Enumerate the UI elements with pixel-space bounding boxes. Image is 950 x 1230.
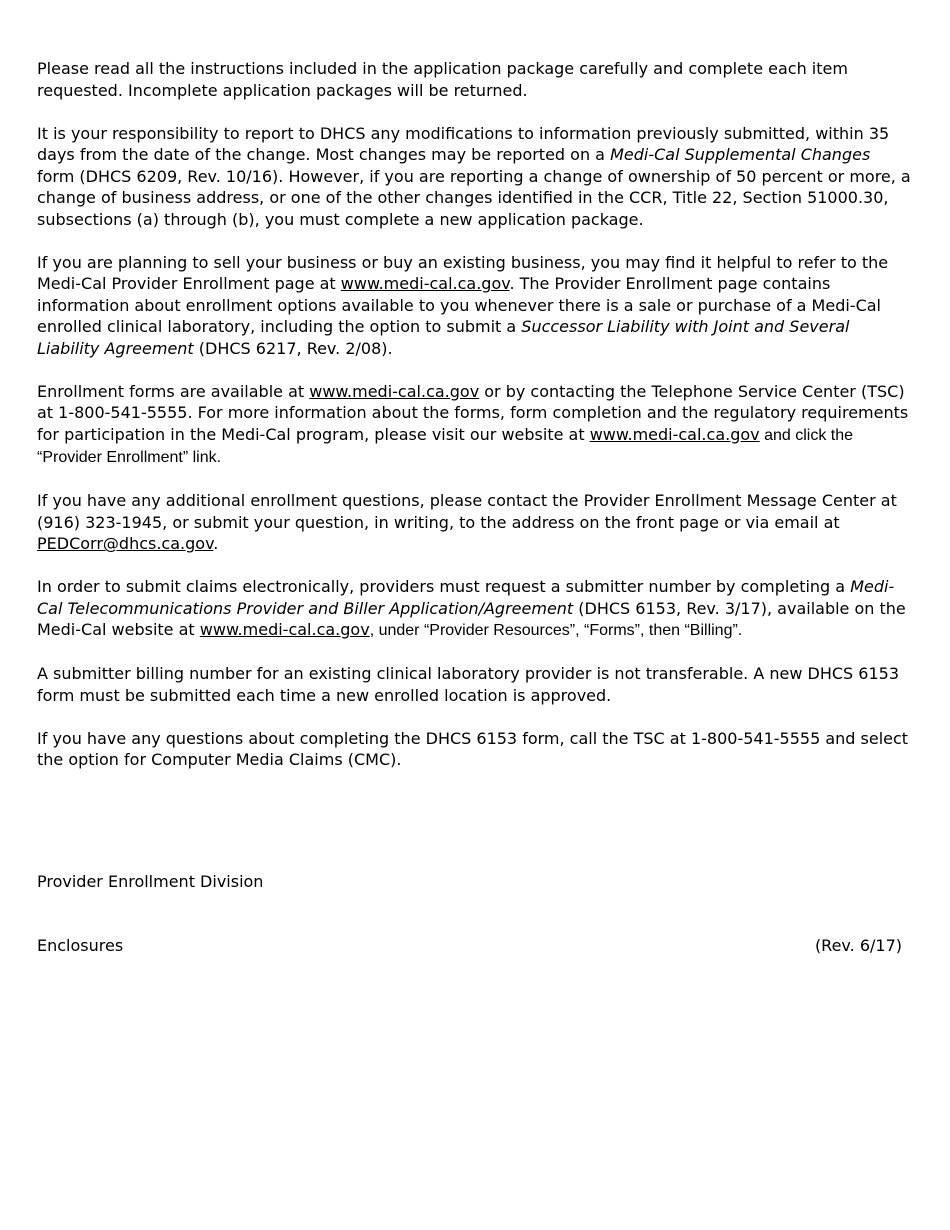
footer bbox=[37, 935, 902, 957]
paragraph-text: In order to submit claims electronically, providers must request a submitter number by completing a bbox=[37, 577, 851, 596]
form-name-successor-liability: Successor Liability with Joint and Several Liability Agreement bbox=[37, 317, 850, 358]
form-name-supplemental-changes: Medi-Cal Supplemental Changes bbox=[610, 145, 871, 164]
paragraph-text: A submitter billing number for an existing clinical laboratory provider is not transferable. A new DHCS 6153 form must be submitted each time a new enrolled location is approved. bbox=[37, 664, 899, 705]
paragraph-sell-business bbox=[37, 252, 912, 360]
medi-cal-website-link[interactable]: www.medi-cal.ca.gov bbox=[589, 424, 760, 444]
paragraph-submitter-number bbox=[37, 663, 912, 706]
paragraph-text: Please read all the instructions included in the application package carefully and complete each item requested. Incomplete application packages will be returned. bbox=[37, 59, 848, 100]
paragraph-text: If you are planning to sell your business or buy an existing business, you may find it helpful to refer to the Medi-Cal Provider Enrollment page at bbox=[37, 252, 889, 293]
paragraph-text: or by contacting the Telephone Service Center (TSC) at 1-800-541-5555. For more information about the forms, form completion and the regulatory requirements for participation in the Medi-Cal program, please visit our website at bbox=[37, 381, 909, 444]
paragraph-text: If you have any additional enrollment questions, please contact the Provider Enrollment Message Center at (916) 323-1945, or submit your question, in writing, to the address on the front page or via email at bbox=[37, 491, 897, 532]
letter-body bbox=[37, 58, 912, 792]
enclosures-label: Enclosures bbox=[37, 936, 124, 955]
form-name-telecommunications: Medi-Cal Telecommunications Provider and Biller Application/Agreement bbox=[37, 577, 895, 618]
paragraph-text: form (DHCS 6209, Rev. 10/16). However, if you are reporting a change of ownership of 50 percent or more, a change of business address, or one of the other changes identified in the CCR, Title 22, Section 51000.30, subsections (a) through (b), you must complete a new application package. bbox=[37, 166, 911, 229]
paragraph-questions-6153 bbox=[37, 728, 912, 771]
paragraph-text: and click the “Provider Enrollment” link. bbox=[37, 426, 854, 466]
medi-cal-website-link[interactable]: www.medi-cal.ca.gov bbox=[309, 381, 480, 401]
paragraph-text: If you have any questions about completing the DHCS 6153 form, call the TSC at 1-800-541-5555 and select the option for Computer Media Claims (CMC). bbox=[37, 728, 909, 769]
paragraph-text: , under “Provider Resources”, “Forms”, then “Billing”. bbox=[369, 622, 743, 639]
medi-cal-website-link[interactable]: www.medi-cal.ca.gov bbox=[340, 274, 510, 293]
revision-label: (Rev. 6/17) bbox=[814, 936, 902, 955]
paragraph-text: (DHCS 6217, Rev. 2/08). bbox=[193, 338, 393, 358]
paragraph-text: It is your responsibility to report to DHCS any modifications to information previously submitted, within 35 days from the date of the change. Most changes may be reported on a bbox=[37, 123, 890, 164]
paragraph-submit-claims bbox=[37, 576, 912, 642]
paragraph-text: . The Provider Enrollment page contains information about enrollment options available to you whenever there is a sale or purchase of a Medi-Cal enrolled clinical laboratory, including the option to submit a bbox=[37, 274, 881, 336]
paragraph-text: (DHCS 6153, Rev. 3/17), available on the Medi-Cal website at bbox=[37, 598, 906, 639]
paragraph-instructions bbox=[37, 58, 912, 101]
paragraph-report-changes bbox=[37, 123, 912, 231]
paragraph-enrollment-questions bbox=[37, 490, 912, 555]
paragraph-text: Enrollment forms are available at bbox=[37, 381, 310, 401]
paragraph-text: . bbox=[213, 534, 219, 553]
medi-cal-website-link[interactable]: www.medi-cal.ca.gov bbox=[199, 620, 370, 639]
signature-division: Provider Enrollment Division bbox=[37, 872, 264, 891]
paragraph-enrollment-forms bbox=[37, 381, 912, 469]
email-link[interactable]: PEDCorr@dhcs.ca.gov bbox=[37, 534, 214, 553]
